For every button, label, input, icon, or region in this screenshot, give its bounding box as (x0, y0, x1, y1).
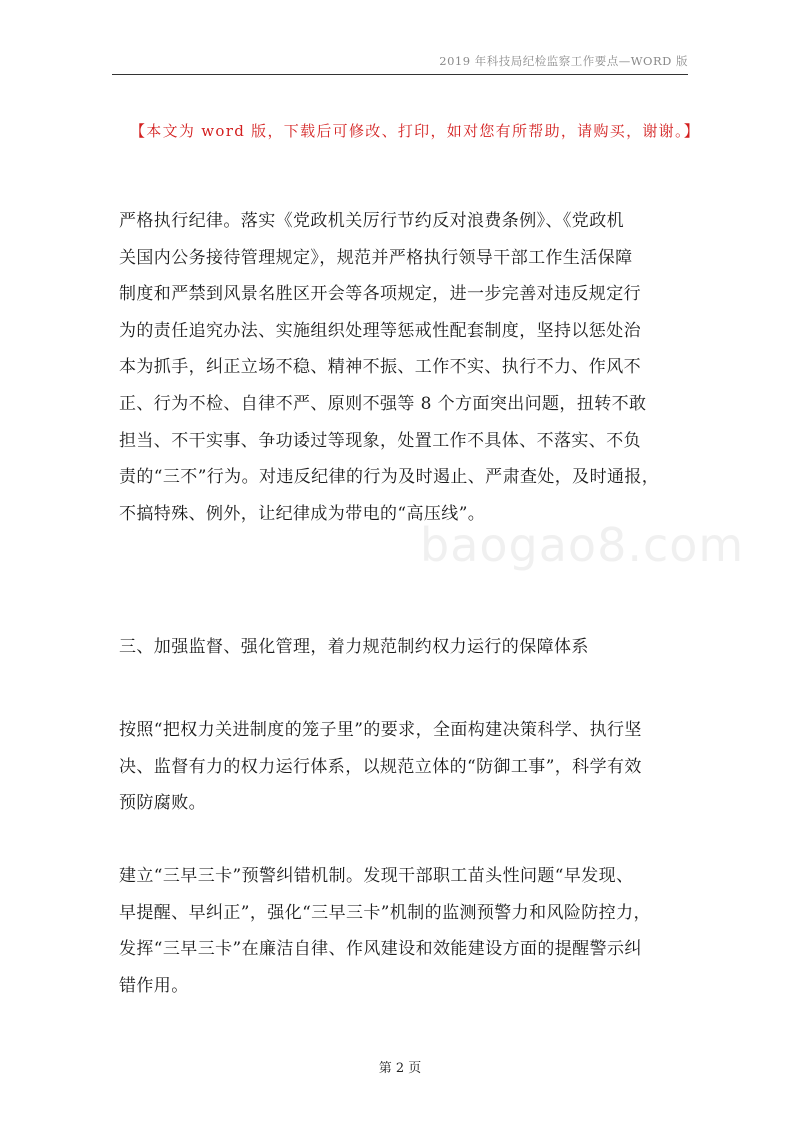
section-heading-3: 三、加强监督、强化管理，着力规范制约权力运行的保障体系 (119, 637, 589, 657)
page-number: 第 2 页 (378, 1061, 422, 1076)
paragraph-early-warning: 建立“三早三卡”预警纠错机制。发现干部职工苗头性问题“早发现、 早提醒、早纠正”，强化“三早三卡”机制的监测预警力和风险防控力， 发挥“三早三卡”在廉洁自律、作风建设和效能建设方面的提醒警示纠 错作用。 (119, 866, 651, 996)
purchase-notice: 【本文为 word 版，下载后可修改、打印，如对您有所帮助，请购买，谢谢。】 (130, 122, 701, 140)
paragraph-power-system: 按照“把权力关进制度的笼子里”的要求，全面构建决策科学、执行坚 决、监督有力的权力运行体系，以规范立体的“防御工事”，科学有效 预防腐败。 (119, 720, 642, 814)
watermark-text: baogao8.com (420, 518, 745, 572)
header-divider (112, 74, 688, 75)
page-header-title: 2019 年科技局纪检监察工作要点—WORD 版 (439, 54, 688, 68)
paragraph-discipline: 严格执行纪律。落实《党政机关厉行节约反对浪费条例》、《党政机 关国内公务接待管理规定》，规范并严格执行领导干部工作生活保障 制度和严禁到风景名胜区开会等各项规定，进一步完善对违反规定行 为的责任追究办法、实施组织处理等惩戒性配套制度，坚持以惩处治 本为抓手，纠正立场不稳、精神不振、工作不实、执行不力、作风不 正、行为不检、自律不严、原则不强等 8 个方面突出问题，扭转不敢 担当、不干实事、争功诿过等现象，处置工作不具体、不落实、不负 责的“三不”行为。对违反纪律的行为及时遏止、严肃查处，及时通报， 不搞特殊、例外，让纪律成为带电的“高压线”。 (119, 211, 660, 524)
